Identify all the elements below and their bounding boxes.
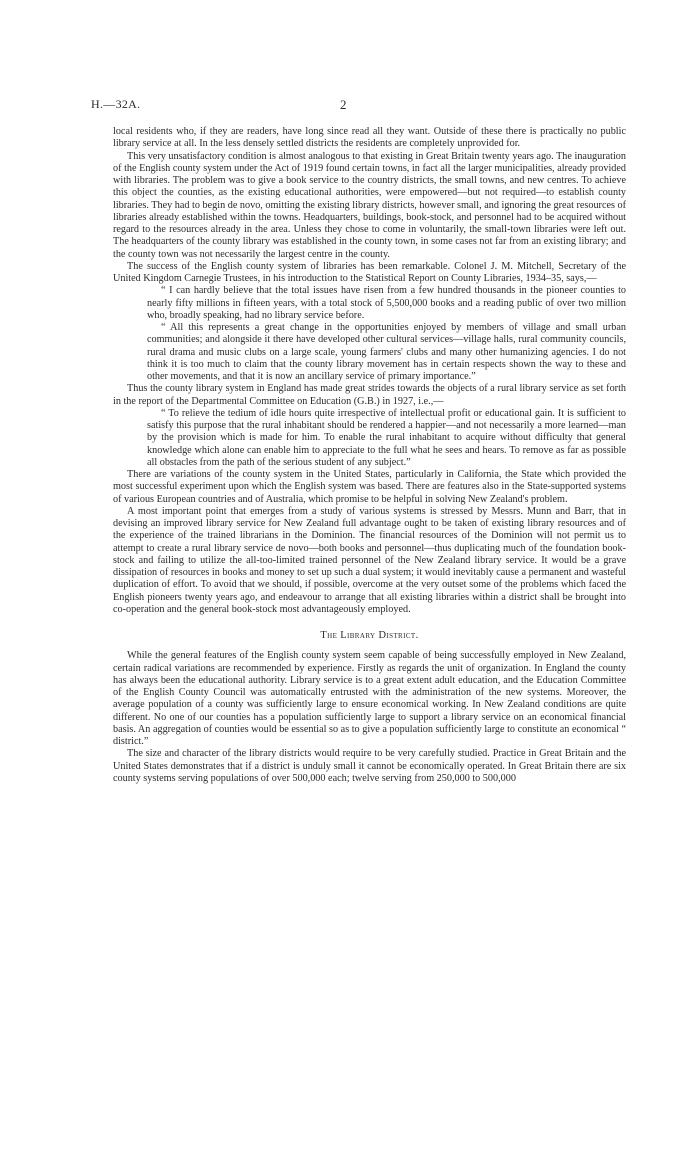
page-number: 2 bbox=[340, 97, 347, 112]
paragraph: The success of the English county system of libraries has been remarkable. Colonel J. M. Mitchell, Secretary of the United Kingdom Carnegie Trustees, in his introduction to the Statistical Report on County Libraries, 1934–35, says,— bbox=[113, 260, 626, 284]
block-quote: “ I can hardly believe that the total issues have risen from a few hundred thousands in the pioneer counties to nearly fifty millions in fifteen years, with a total stock of 5,500,000 books and a reading public of over two million who, broadly speaking, had no library service before. bbox=[147, 285, 626, 321]
block-quote: “ To relieve the tedium of idle hours quite irrespective of intellectual profit or educational gain. It is sufficient to satisfy this purpose that the rural inhabitant should be rendered a happier—and not necessarily a more learned—man by the provision which is made for him. To enable the rural inhabitant to acquire without difficulty that general knowledge which alone can enable him to appreciate to the full what he sees and hears. To remove as far as possible all obstacles from the path of the serious student of any subject.” bbox=[147, 407, 626, 468]
paragraph: Thus the county library system in England has made great strides towards the objects of a rural library service as set forth in the report of the Departmental Committee on Education (G.B.) in 1927, i.e.,— bbox=[113, 383, 626, 407]
paragraph: The size and character of the library districts would require to be very carefully studied. Practice in Great Britain and the United States demonstrates that if a district is unduly small it cannot be economically operated. In Great Britain there are six county systems serving populations of over 500,000 each; twelve serving from 250,000 to 500,000 bbox=[113, 748, 626, 784]
page-header bbox=[0, 97, 700, 113]
paragraph: local residents who, if they are readers, have long since read all they want. Outside of these there is practically no public library service at all. In the less densely settled districts the residents are completely unprovided for. bbox=[113, 126, 626, 150]
body-text bbox=[113, 126, 626, 785]
paragraph: While the general features of the English county system seem capable of being successfully employed in New Zealand, certain radical variations are recommended by experience. Firstly as regards the unit of organization. In England the county has always been the educational authority. Library service is to a great extent adult education, and the Education Committee of the English County Council was automatically entrusted with the administration of the new systems. Moreover, the average population of a county was sufficiently large to ensure economical working. In New Zealand conditions are quite different. No one of our counties has a population sufficiently large to support a library service on an economical financial basis. An aggregation of counties would be essential so as to give a population sufficiently large to constitute an economical “ district.” bbox=[113, 650, 626, 747]
report-reference: H.—32A. bbox=[91, 97, 141, 111]
paragraph: A most important point that emerges from a study of various systems is stressed by Messrs. Munn and Barr, that in devising an improved library service for New Zealand full advantage ought to be taken of existing library resources and of the experience of the trained librarians in the Dominion. The financial resources of the Dominion will not permit us to attempt to create a rural library service de novo—both books and personnel—thus duplicating much of the foundation book-stock and failing to utilize the all-too-limited trained personnel of the New Zealand library service. It would be a grave dissipation of resources in books and money to set up such a dual system; it would inevitably cause a permanent and wasteful duplication of effort. To avoid that we should, if possible, overcome at the very outset some of the problems which faced the English pioneers twenty years ago, and endeavour to arrange that all existing libraries within a district shall be brought into co-operation and the general book-stock most advantageously employed. bbox=[113, 505, 626, 615]
paragraph: There are variations of the county system in the United States, particularly in California, the State which provided the most successful experiment upon which the English system was based. There are features also in the State-supported systems of various European countries and of Australia, which promise to be helpful in solving New Zealand's problem. bbox=[113, 469, 626, 505]
paragraph: This very unsatisfactory condition is almost analogous to that existing in Great Britain twenty years ago. The inauguration of the English county system under the Act of 1919 found certain towns, in fact all the larger municipalities, already provided with libraries. The problem was to give a book service to the country districts, the small towns, and new centres. To achieve this object the counties, as the existing educational authorities, were empowered—but not required—to establish county libraries. They had to begin de novo, omitting the existing library districts, however small, and ignoring the great resources of libraries already established within the towns. Headquarters, buildings, book-stock, and personnel had to be acquired without regard to the resources already in the area. Unless they chose to come in voluntarily, the small-town libraries were left out. The headquarters of the county library was established in the county town, in some cases not far from an existing library; and the county town was not necessarily the largest centre in the county. bbox=[113, 150, 626, 260]
section-heading: The Library District. bbox=[320, 630, 419, 641]
block-quote: “ All this represents a great change in the opportunities enjoyed by members of village and small urban communities; and alongside it there have developed other cultural services—village halls, rural community councils, rural drama and music clubs on a large scale, young farmers' clubs and many other humanizing agencies. I do not think it is too much to claim that the county library movement has in certain respects shown the way to these and other movements, and that it is now an ancillary service of primary importance.” bbox=[147, 322, 626, 382]
